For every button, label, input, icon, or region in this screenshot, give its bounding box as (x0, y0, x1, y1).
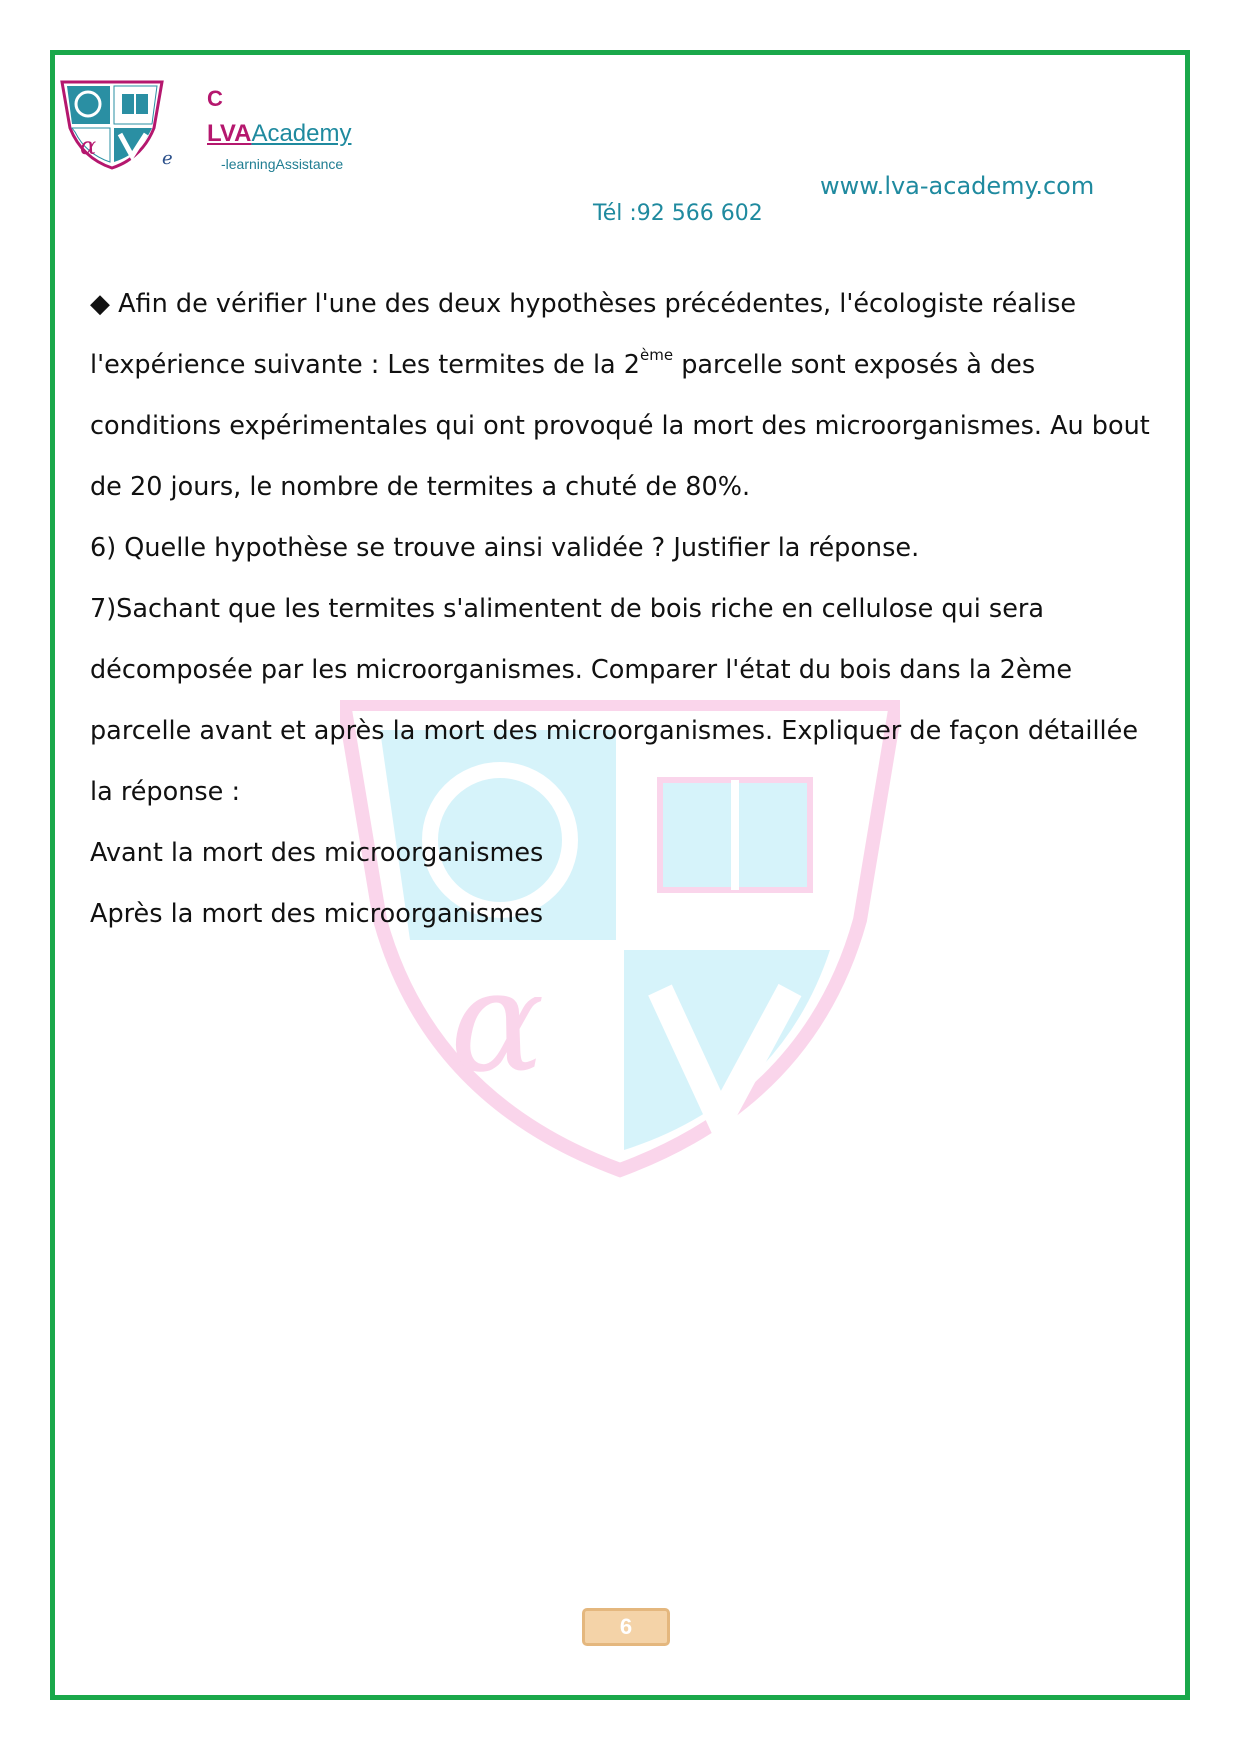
intro-text-continued: parcelle sont exposés à des conditions expérimentales qui ont provoqué la mort des microorganismes. Au bout de 20 jours, le nombre de termites a chuté de 80%. (90, 350, 1150, 502)
svg-text:α: α (80, 132, 97, 160)
document-content (90, 274, 1150, 945)
website-link[interactable]: www.lva-academy.com (820, 172, 1095, 200)
intro-text: Afin de vérifier l'une des deux hypothèses précédentes, l'écologiste réalise l'expérience suivante : Les termites de la 2 (90, 289, 1077, 380)
brand-subtitle: -learningAssistance (221, 156, 344, 172)
logo-e-letter: e (162, 148, 173, 169)
experiment-paragraph (90, 274, 1150, 518)
intro-superscript: ème (640, 345, 674, 364)
brand-c: C (207, 86, 223, 111)
phone-number: Tél :92 566 602 (593, 201, 763, 226)
question-7: 7)Sachant que les termites s'alimentent de bois riche en cellulose qui sera décomposée par les microorganismes. Comparer l'état du bois dans la 2ème parcelle avant et après la mort des microorganismes. Expliquer de façon détaillée la réponse : (90, 594, 1139, 807)
lva-logo-icon (58, 78, 166, 170)
brand-academy: Academy (251, 120, 352, 147)
answer-after-label: Après la mort des microorganismes (90, 899, 544, 929)
diamond-bullet-icon: ◆ (90, 289, 110, 319)
page-number-badge: 6 (582, 1608, 670, 1646)
brand-lva: LVA (207, 120, 252, 147)
brand-name (207, 120, 351, 148)
answer-before-label: Avant la mort des microorganismes (90, 838, 544, 868)
question-6: 6) Quelle hypothèse se trouve ainsi validée ? Justifier la réponse. (90, 533, 920, 563)
svg-text:α: α (450, 941, 545, 1104)
